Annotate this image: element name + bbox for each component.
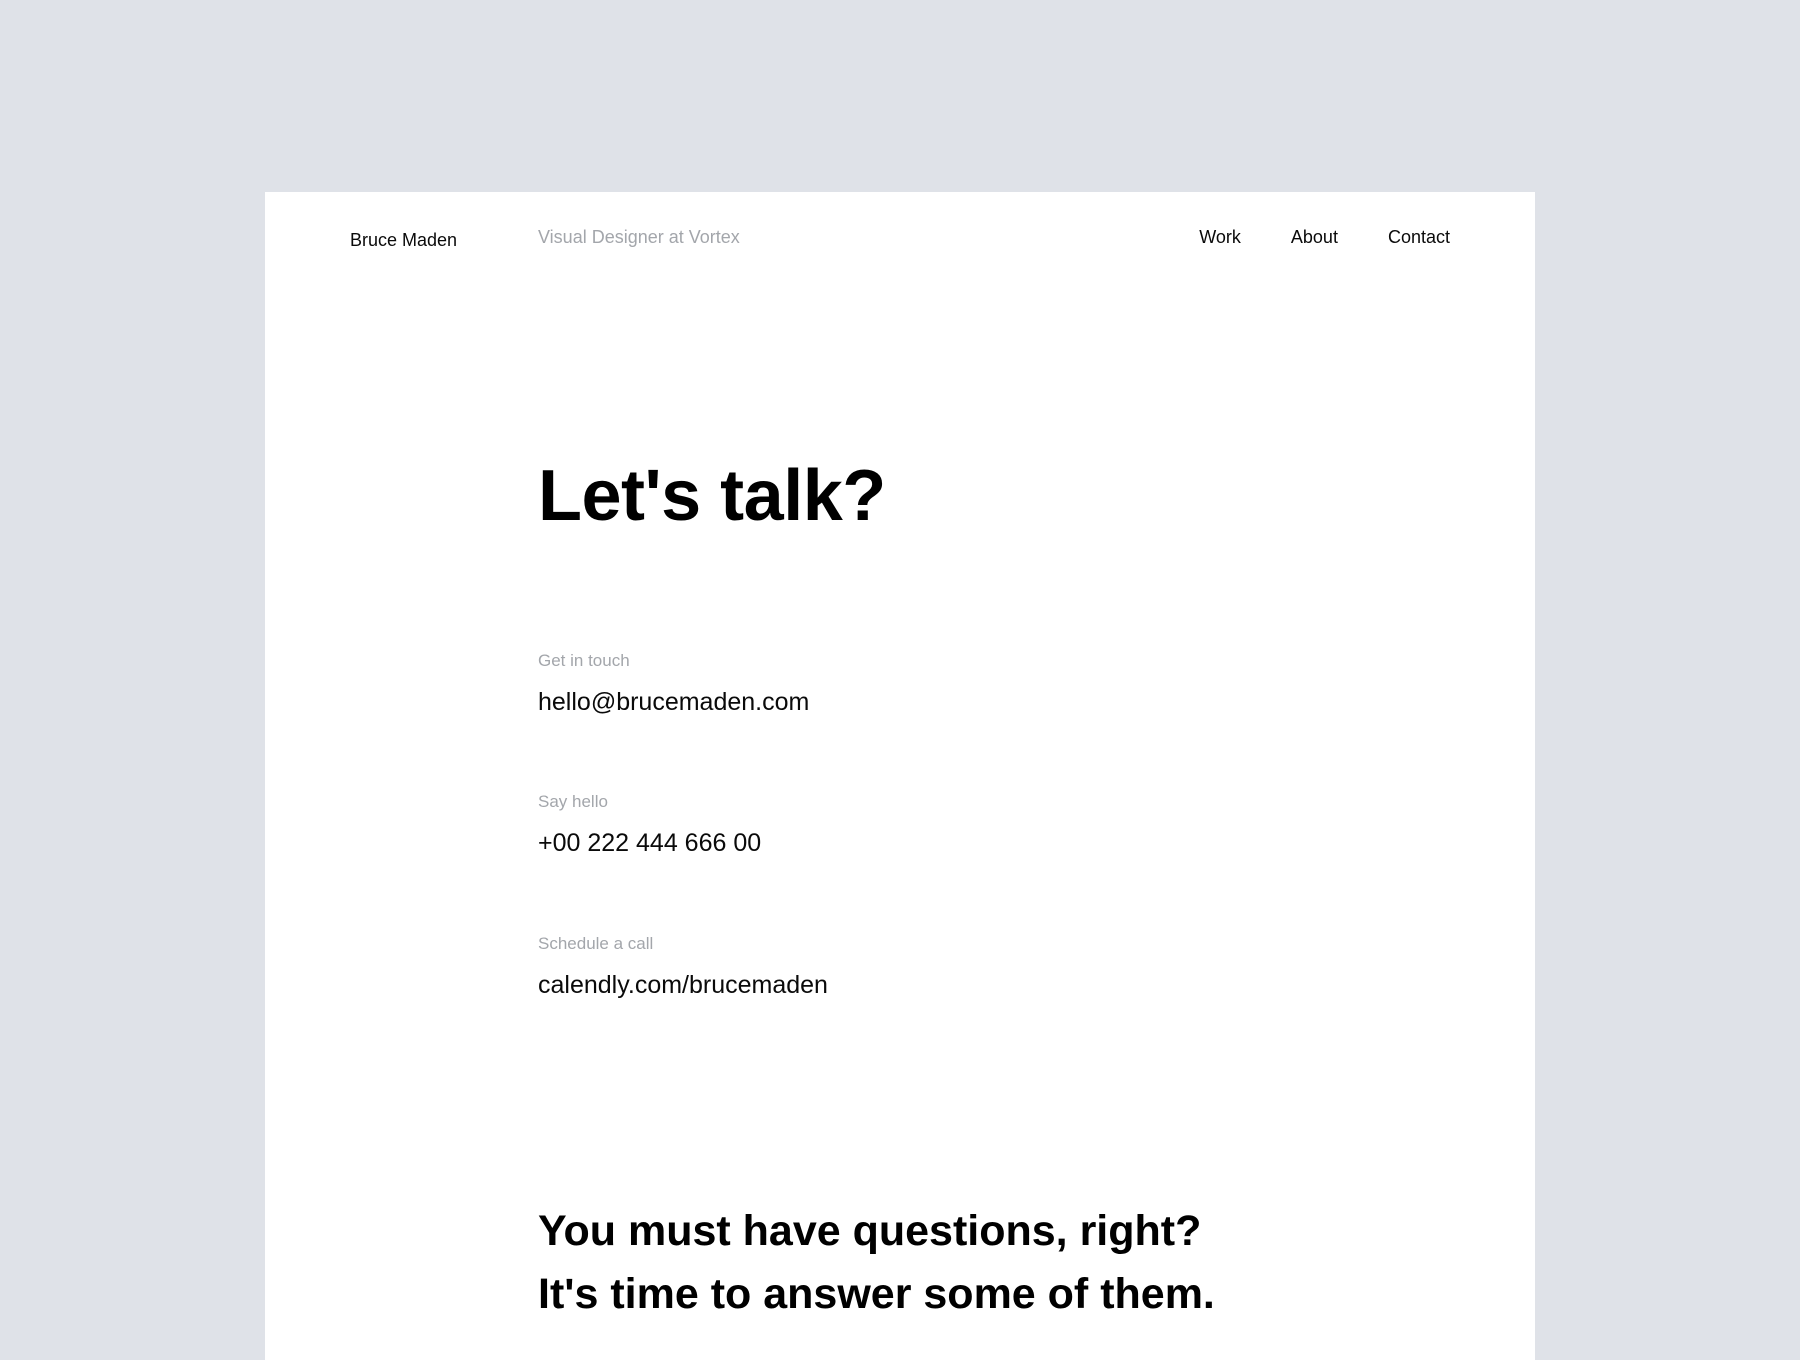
faq-intro-line-1: You must have questions, right? (538, 1207, 1202, 1255)
contact-phone-label: Say hello (538, 792, 608, 811)
tagline: Visual Designer at Vortex (538, 227, 740, 247)
nav-link-work[interactable]: Work (1199, 227, 1241, 247)
contact-email-link[interactable]: hello@brucemaden.com (538, 688, 810, 716)
nav-link-contact[interactable]: Contact (1387, 227, 1450, 247)
faq-intro-line-2: It's time to answer some of them. (538, 1270, 1215, 1318)
page-card (265, 192, 1535, 1360)
brand-name[interactable]: Bruce Maden (350, 230, 458, 250)
contact-phone-link[interactable]: +00 222 444 666 00 (538, 829, 762, 857)
contact-email-label: Get in touch (538, 651, 630, 670)
contact-phone-group (538, 793, 761, 856)
contact-calendar-link[interactable]: calendly.com/brucemaden (538, 971, 828, 999)
faq-intro (538, 1200, 1215, 1326)
page-title: Let's talk? (538, 456, 886, 536)
main-nav (1199, 228, 1450, 246)
nav-link-about[interactable]: About (1290, 227, 1338, 247)
contact-email-group (538, 652, 809, 715)
contact-calendar-label: Schedule a call (538, 934, 654, 953)
contact-calendar-group (538, 935, 828, 998)
